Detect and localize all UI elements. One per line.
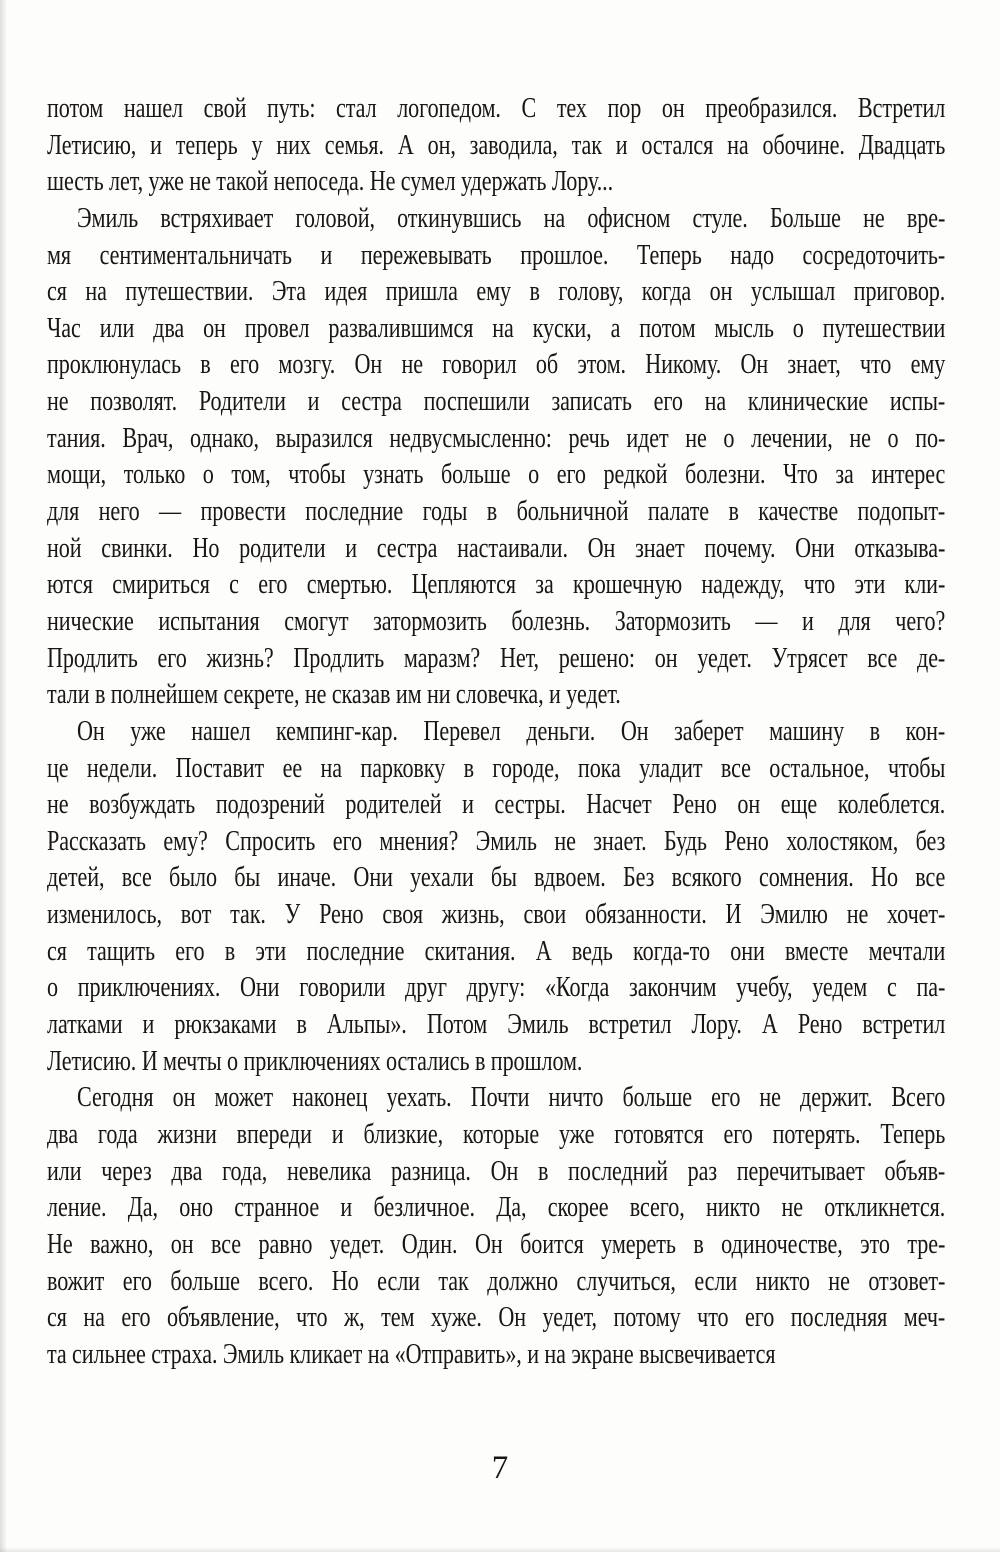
scan-edge-shadow-bottom <box>0 1547 1000 1552</box>
text-line: детей, все было бы иначе. Они уехали бы вдвоем. Без всякого сомнения. Но все <box>47 862 946 894</box>
text-line: ся тащить его в эти последние скитания. А ведь когда-то они вместе мечтали <box>47 935 946 967</box>
text-line: два года жизни впереди и близкие, которые уже готовятся его потерять. Теперь <box>47 1118 946 1150</box>
text-line: о приключениях. Они говорили друг другу: «Когда закончим учебу, уедем с па- <box>47 972 946 1004</box>
text-line: для него — провести последние годы в больничной палате в качестве подопыт- <box>47 496 946 528</box>
text-line: ление. Да, оно странное и безличное. Да, скорее всего, никто не откликнется. <box>47 1192 946 1224</box>
text-line: та сильнее страха. Эмиль кликает на «Отправить», и на экране высвечивается <box>47 1338 776 1370</box>
text-line: ся на путешествии. Эта идея пришла ему в голову, когда он услышал приговор. <box>47 276 946 308</box>
text-line: проклюнулась в его мозгу. Он не говорил об этом. Никому. Он знает, что ему <box>47 349 946 381</box>
text-line: ся на его объявление, что ж, тем хуже. Он уедет, потому что его последняя меч- <box>47 1302 946 1334</box>
text-line: Летисию. И мечты о приключениях остались в прошлом. <box>47 1045 583 1077</box>
text-line: тали в полнейшем секрете, не сказав им ни словечка, и уедет. <box>47 679 621 711</box>
text-line: потом нашел свой путь: стал логопедом. С тех пор он преобразился. Встретил <box>47 93 946 124</box>
text-line: не возбуждать подозрений родителей и сестры. Насчет Рено он еще колеблется. <box>47 789 946 821</box>
text-line: вожит его больше всего. Но если так должно случиться, если никто не отзовет- <box>47 1265 946 1297</box>
text-line: шесть лет, уже не такой непоседа. Не сумел удержать Лору... <box>47 166 614 198</box>
text-line: Час или два он провел развалившимся на куски, а потом мысль о путешествии <box>47 312 946 344</box>
page-number: 7 <box>491 1450 509 1486</box>
text-line: ной свинки. Но родители и сестра настаивали. Он знает почему. Они отказыва- <box>47 532 946 564</box>
page-text <box>47 91 945 1373</box>
scan-edge-shadow-left <box>0 0 7 1552</box>
text-line: Он уже нашел кемпинг-кар. Перевел деньги. Он заберет машину в кон- <box>77 715 946 747</box>
text-line: латками и рюкзаками в Альпы». Потом Эмиль встретил Лору. А Рено встретил <box>47 1009 946 1041</box>
text-line: Рассказать ему? Спросить его мнения? Эмиль не знает. Будь Рено холостяком, без <box>47 825 946 857</box>
text-line: Эмиль встряхивает головой, откинувшись на офисном стуле. Больше не вре- <box>77 202 946 234</box>
text-line: нические испытания смогут затормозить болезнь. Затормозить — и для чего? <box>47 605 946 637</box>
text-line: Летисию, и теперь у них семья. А он, заводила, так и остался на обочине. Двадцать <box>47 129 946 161</box>
text-line: ются смириться с его смертью. Цепляются за крошечную надежду, что эти кли- <box>47 569 946 601</box>
text-line: Сегодня он может наконец уехать. Почти ничто больше его не держит. Всего <box>77 1082 946 1114</box>
text-line: це недели. Поставит ее на парковку в городе, пока уладит все остальное, чтобы <box>47 752 946 784</box>
text-line: тания. Врач, однако, выразился недвусмысленно: речь идет не о лечении, не о по- <box>47 422 946 454</box>
text-line: мощи, только о том, чтобы узнать больше о его редкой болезни. Что за интерес <box>47 459 946 491</box>
text-line: не позволят. Родители и сестра поспешили записать его на клинические испы- <box>47 386 946 418</box>
text-line: Не важно, он все равно уедет. Один. Он боится умереть в одиночестве, это тре- <box>47 1228 946 1260</box>
text-line: Продлить его жизнь? Продлить маразм? Нет, решено: он уедет. Утрясет все де- <box>47 642 946 674</box>
text-line: мя сентиментальничать и пережевывать прошлое. Теперь надо сосредоточить- <box>47 239 946 271</box>
text-line: или через два года, невелика разница. Он в последний раз перечитывает объяв- <box>47 1155 946 1187</box>
text-line: изменилось, вот так. У Рено своя жизнь, свои обязанности. И Эмилю не хочет- <box>47 899 946 931</box>
